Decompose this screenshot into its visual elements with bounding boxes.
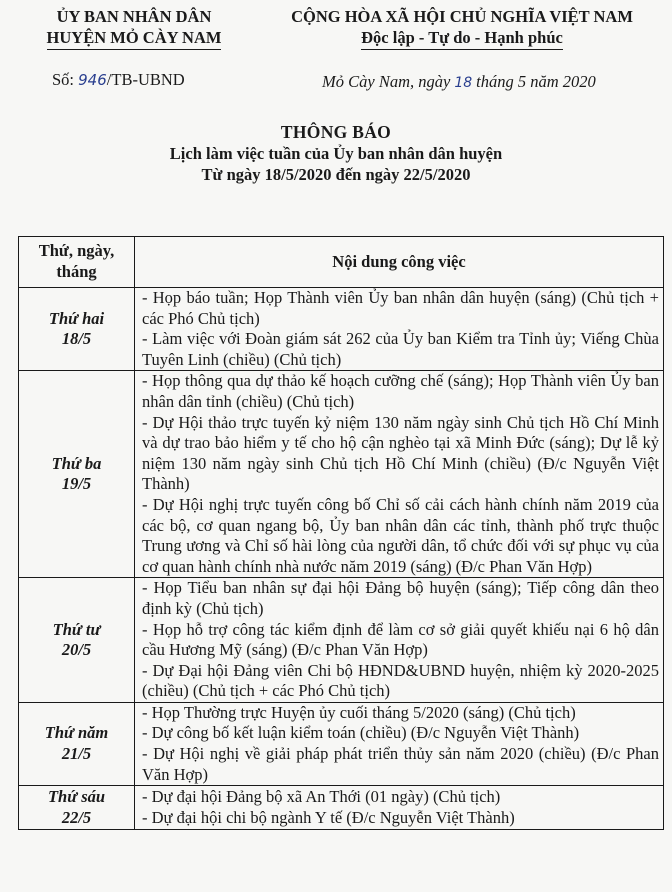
content-cell [135,288,664,371]
table-row [19,288,664,371]
task-item: - Dự Hội nghị trực tuyến công bố Chỉ số cải cách hành chính năm 2019 của các bộ, cơ quan ngang bộ, Ủy ban nhân dân các tỉnh, thành phố trực thuộc Trung ương và Chỉ số hài lòng của người dân, tổ chức đối với sự phục vụ của cơ quan hành chính nhà nước năm 2019 (sáng) (Đ/c Phan Văn Hợp) [142,494,659,576]
task-item: - Làm việc với Đoàn giám sát 262 của Ủy ban Kiểm tra Tỉnh ủy; Viếng Chùa Tuyên Linh (chiều) (Chủ tịch) [142,329,659,369]
doc-no-prefix: Số: [52,70,75,89]
place-suffix: tháng 5 năm 2020 [476,72,596,91]
day-date: 20/5 [61,640,92,660]
document-title-block [0,122,672,185]
task-item: - Họp Tiểu ban nhân sự đại hội Đảng bộ huyện (sáng); Tiếp công dân theo định kỳ (Chủ tịch) [142,578,659,618]
nation-name: CỘNG HÒA XÃ HỘI CHỦ NGHĨA VIỆT NAM [291,7,633,26]
day-name: Thứ hai [48,308,105,328]
content-cell [135,371,664,578]
day-name: Thứ tư [52,619,101,639]
task-item: - Dự Đại hội Đảng viên Chi bộ HĐND&UBND huyện, nhiệm kỳ 2020-2025 (chiều) (Chủ tịch + các Phó Chủ tịch) [142,660,659,701]
day-cell [19,786,135,830]
document-number [52,70,185,90]
header-content-cell: Nội dung công việc [135,237,664,288]
schedule-table [18,236,664,830]
content-cell [135,786,664,830]
issuer-line-2: HUYỆN MỎ CÀY NAM [47,27,222,50]
day-cell [19,702,135,785]
day-date: 19/5 [61,474,92,494]
task-item: - Dự công bố kết luận kiểm toán (chiều) (Đ/c Nguyễn Việt Thành) [142,723,580,743]
national-motto: Độc lập - Tự do - Hạnh phúc [361,27,563,50]
task-item: - Dự đại hội chi bộ ngành Y tế (Đ/c Nguyễn Việt Thành) [142,807,515,827]
day-date: 21/5 [61,744,92,764]
table-row [19,786,664,830]
task-item: - Họp báo tuần; Họp Thành viên Ủy ban nhân dân huyện (sáng) (Chủ tịch + các Phó Chủ tịch) [142,288,659,328]
task-item: - Họp Thường trực Huyện ủy cuối tháng 5/2020 (sáng) (Chủ tịch) [142,702,576,722]
task-item: - Họp hỗ trợ công tác kiểm định để làm cơ sở giải quyết khiếu nại 6 hộ dân cầu Hương Mỹ (sáng) (Đ/c Phan Văn Hợp) [142,619,659,660]
day-date: 22/5 [61,807,92,827]
day-date: 18/5 [61,329,92,349]
task-item: - Dự đại hội Đảng bộ xã An Thới (01 ngày) (Chủ tịch) [142,787,501,807]
day-cell [19,371,135,578]
day-name: Thứ sáu [47,787,106,807]
header-day-label-2: tháng [56,262,97,281]
header-day-cell [19,237,135,288]
day-name: Thứ năm [44,723,109,743]
document-date-range: Từ ngày 18/5/2020 đến ngày 22/5/2020 [201,165,471,184]
document-title: THÔNG BÁO [280,122,392,142]
task-item: - Dự Hội nghị về giải pháp phát triển thủy sản năm 2020 (chiều) (Đ/c Phan Văn Hợp) [142,744,659,784]
header-day-label-1: Thứ, ngày, [38,241,115,261]
place-and-date [322,72,596,92]
task-item: - Dự Hội thảo trực tuyến kỷ niệm 130 năm ngày sinh Chủ tịch Hồ Chí Minh và dự trao bảo hiểm y tế cho hộ cận nghèo tại xã Minh Đức (sáng); Dự lễ kỷ niệm 130 năm ngày sinh Chủ tịch Hồ Chí Minh (chiều) (Đ/c Nguyễn Việt Thành) [142,412,659,494]
doc-no-handwritten: 946 [78,71,107,89]
issuer-block [14,6,254,50]
national-heading [262,6,662,50]
issuer-line-1: ỦY BAN NHÂN DÂN [56,7,212,26]
table-row [19,702,664,785]
day-name: Thứ ba [51,453,102,473]
task-item: - Họp thông qua dự thảo kế hoạch cưỡng chế (sáng); Họp Thành viên Ủy ban nhân dân tỉnh (chiều) (Chủ tịch) [142,371,659,411]
table-row [19,578,664,703]
table-row [19,371,664,578]
place-prefix: Mỏ Cày Nam, ngày [322,72,451,91]
day-cell [19,578,135,703]
day-cell [19,288,135,371]
doc-no-suffix: /TB-UBND [106,70,185,89]
content-cell [135,702,664,785]
place-day-handwritten: 18 [454,75,473,91]
document-subtitle: Lịch làm việc tuần của Ủy ban nhân dân huyện [169,144,503,163]
content-cell [135,578,664,703]
table-header-row [19,237,664,288]
